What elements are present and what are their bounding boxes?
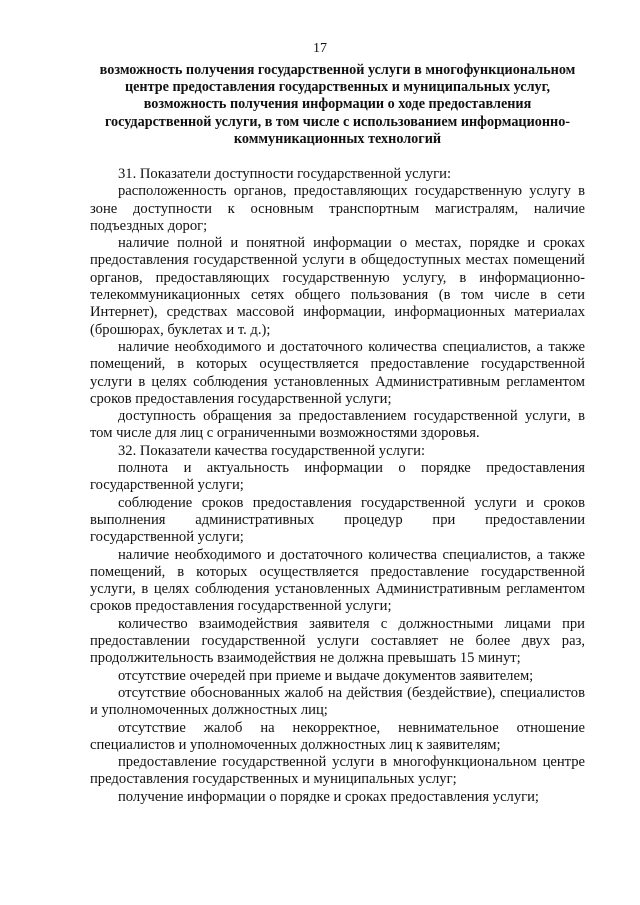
paragraph: отсутствие жалоб на некорректное, невнимательное отношение специалистов и уполномоченных должностных лиц к заявителям; [90,719,585,753]
paragraph: расположенность органов, предоставляющих государственную услугу в зоне доступности к основным транспортным магистралям, наличие подъездных дорог; [90,183,585,234]
paragraph: наличие необходимого и достаточного количества специалистов, а также помещений, в которых осуществляется предоставление государственной услуги в целях соблюдения установленных Административным регламентом сроков предоставления государственной услуги; [90,338,585,407]
paragraph: доступность обращения за предоставлением государственной услуги, в том числе для лиц с ограниченными возможностями здоровья. [90,408,585,442]
paragraph: предоставление государственной услуги в многофункциональном центре предоставления государственных и муниципальных услуг; [90,754,585,788]
section-heading: возможность получения государственной услуги в многофункциональном центре предоставления государственных и муниципальных услуг, возможность получения информации о ходе предоставления государственной услуги, в том числе с использованием информационно-коммуникационных технологий [99,62,576,147]
paragraph: отсутствие очередей при приеме и выдаче документов заявителем; [118,667,534,684]
paragraph-31-title: 31. Показатели доступности государственной услуги: [118,166,452,182]
paragraph-32-title: 32. Показатели качества государственной услуги: [118,442,426,459]
paragraph: количество взаимодействия заявителя с должностными лицами при предоставлении государственной услуги составляет не более двух раз, продолжительность взаимодействия не должна превышать 15 минут; [90,615,585,667]
paragraph: получение информации о порядке и сроках предоставления услуги; [118,788,539,805]
paragraph: наличие необходимого и достаточного количества специалистов, а также помещений, в которых осуществляется предоставление государственной услуги, в целях соблюдения установленных Административным регламентом сроков предоставления государственной услуги; [90,546,585,615]
paragraph: наличие полной и понятной информации о местах, порядке и сроках предоставления государственной услуги в общедоступных местах помещений органов, предоставляющих государственную услугу, в информационно-телекоммуникационных сетях общего пользования (в том числе в сети Интернет), средствах массовой информации, информационных материалах (брошюрах, буклетах и т. д.); [90,235,585,338]
page-number: 17 [313,41,327,56]
paragraph: полнота и актуальность информации о порядке предоставления государственной услуги; [90,460,585,494]
body-text [90,166,585,806]
paragraph: соблюдение сроков предоставления государственной услуги и сроков выполнения административных процедур при предоставлении государственной услуги; [90,494,585,546]
paragraph: отсутствие обоснованных жалоб на действия (бездействие), специалистов и уполномоченных должностных лиц; [90,684,585,719]
